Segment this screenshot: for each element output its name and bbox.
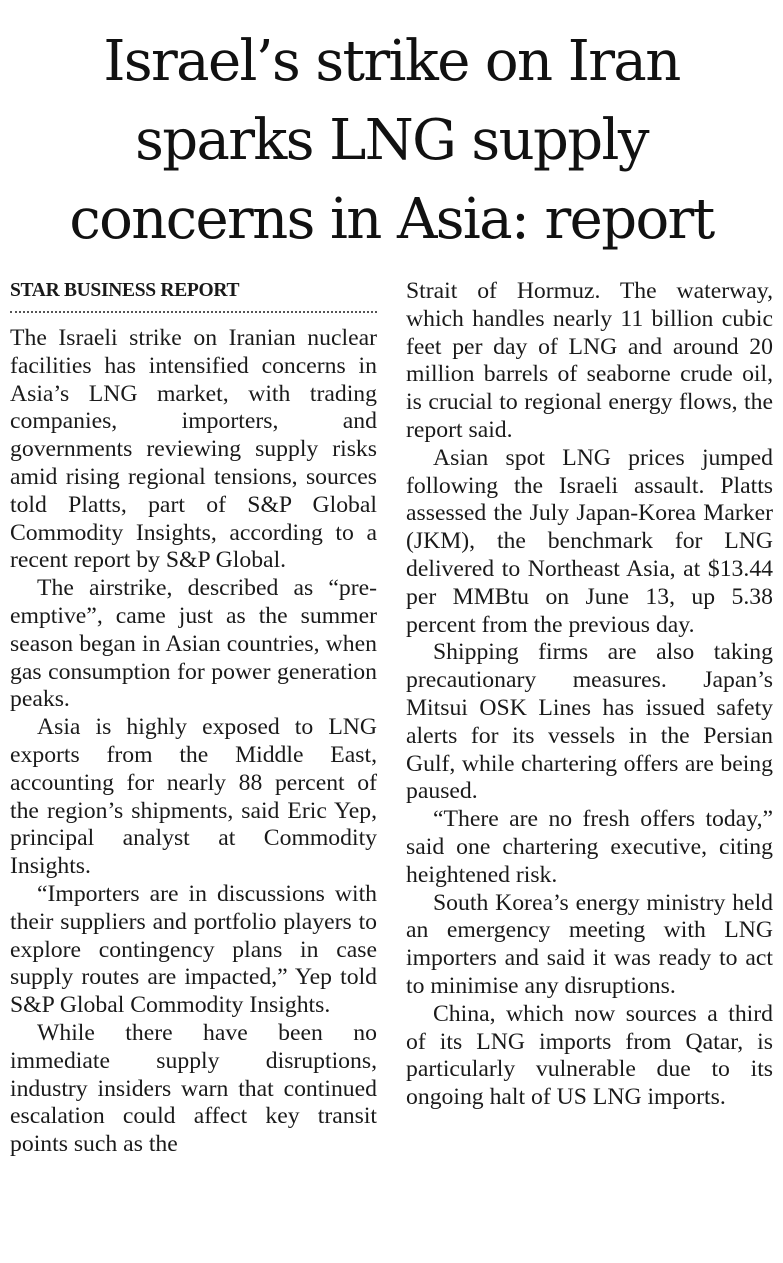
headline-line-3: concerns in Asia: report (69, 187, 714, 252)
paragraph-shipping: Shipping firms are also taking precautionary measures. Japan’s Mitsui OSK Lines has issued safety alerts for its vessels in the Persian Gulf, while chartering offers are being paused. (406, 639, 773, 805)
paragraph-quote-chartering: “There are no fresh offers today,” said one chartering executive, citing heightened risk. (406, 806, 773, 888)
paragraph-china: China, which now sources a third of its LNG imports from Qatar, is particularly vulnerable due to its ongoing halt of US LNG imports. (406, 1000, 773, 1111)
byline: STAR BUSINESS REPORT (10, 278, 377, 313)
paragraph-airstrike: The airstrike, described as “pre-emptive”, came just as the summer season began in Asian countries, when gas consumption for power generation peaks. (10, 575, 377, 713)
headline (6, 22, 777, 259)
article-column-right (406, 278, 773, 1112)
paragraph-quote-importers: “Importers are in discussions with their suppliers and portfolio players to explore contingency plans in case supply routes are impacted,” Yep told S&P Global Commodity Insights. (10, 880, 377, 1019)
paragraph-hormuz: Strait of Hormuz. The waterway, which handles nearly 11 billion cubic feet per day of LNG and around 20 million barrels of seaborne crude oil, is crucial to regional energy flows, the report said. (406, 278, 773, 443)
paragraph-south-korea: South Korea’s energy ministry held an emergency meeting with LNG importers and said it was ready to act to minimise any disruptions. (406, 889, 773, 999)
paragraph-prices: Asian spot LNG prices jumped following the Israeli assault. Platts assessed the July Japan-Korea Marker (JKM), the benchmark for LNG delivered to Northeast Asia, at $13.44 per MMBtu on June 13, up 5.38 percent from the previous day. (406, 444, 773, 638)
article-column-left (10, 278, 377, 1159)
paragraph-exposure: Asia is highly exposed to LNG exports from the Middle East, accounting for nearly 88 percent of the region’s shipments, said Eric Yep, principal analyst at Commodity Insights. (10, 714, 377, 880)
headline-line-2: sparks LNG supply (135, 108, 648, 173)
headline-line-1: Israel’s strike on Iran (103, 29, 680, 94)
paragraph-intro: The Israeli strike on Iranian nuclear facilities has intensified concerns in Asia’s LNG market, with trading companies, importers, and governments reviewing supply risks amid rising regional tensions, sources told Platts, part of S&P Global Commodity Insights, according to a recent report by S&P Global. (10, 325, 377, 574)
paragraph-disruptions: While there have been no immediate supply disruptions, industry insiders warn that continued escalation could affect key transit points such as the (10, 1019, 377, 1158)
